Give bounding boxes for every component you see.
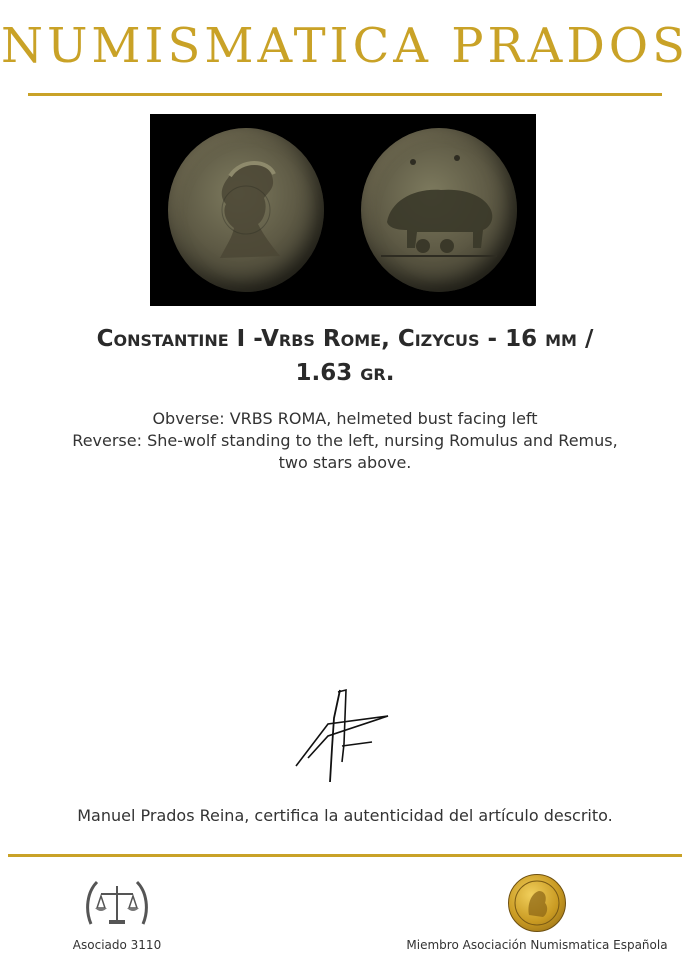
reverse-text-line1: Reverse: She-wolf standing to the left, nursing Romulus and Remus, xyxy=(72,431,618,450)
certification-statement: Manuel Prados Reina, certifica la autenticidad del artículo descrito. xyxy=(77,806,613,825)
scales-of-justice-icon xyxy=(81,874,153,934)
coin-obverse xyxy=(150,114,343,306)
reverse-wolf-icon xyxy=(361,128,517,292)
item-title-line2: 1.63 gr. xyxy=(295,360,395,386)
obverse-bust-icon xyxy=(168,128,324,292)
association-label: Asociado 3110 xyxy=(72,938,162,952)
brand-logo-text: NUMISMATICA PRADOS xyxy=(0,18,690,74)
brand-header xyxy=(0,0,690,92)
ane-membership-label: Miembro Asociación Numismatica Española xyxy=(406,938,668,952)
obverse-text: Obverse: VRBS ROMA, helmeted bust facing left xyxy=(152,409,538,428)
association-badge xyxy=(62,874,172,952)
item-title-line1: Constantine I -Vrbs Rome, Cizycus - 16 mm / xyxy=(96,326,594,352)
gold-medal-icon xyxy=(508,874,566,932)
coin-photo xyxy=(150,114,536,306)
signature-image xyxy=(288,688,398,786)
coin-reverse xyxy=(343,114,536,306)
bottom-divider xyxy=(8,854,682,857)
ane-membership-badge xyxy=(392,874,682,952)
reverse-text-line2: two stars above. xyxy=(278,453,412,472)
item-title xyxy=(40,322,650,390)
top-divider xyxy=(28,93,662,96)
item-description xyxy=(30,408,660,474)
